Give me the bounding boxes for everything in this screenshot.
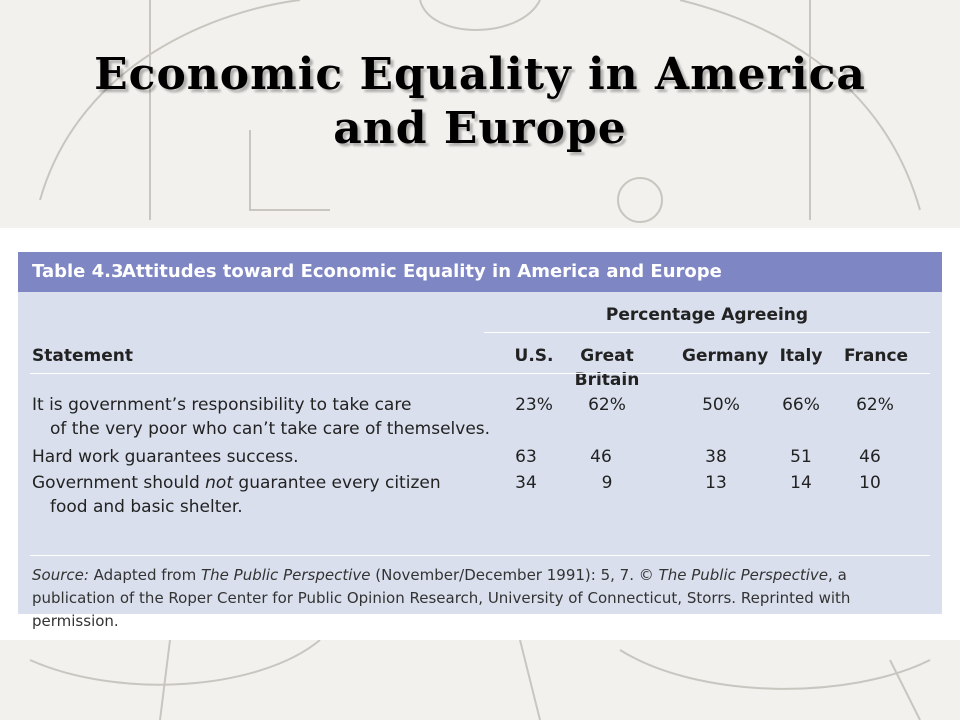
slide-title-line-2: and Europe bbox=[333, 103, 627, 154]
statement-line: It is government’s responsibility to take care bbox=[32, 395, 412, 415]
column-header-italy: Italy bbox=[779, 346, 823, 366]
table-cell: 46 bbox=[590, 447, 612, 467]
footer-divider bbox=[30, 555, 930, 556]
statement-line: Government should not guarantee every citizen bbox=[32, 473, 441, 493]
statement-line: food and basic shelter. bbox=[50, 497, 243, 517]
group-header: Percentage Agreeing bbox=[484, 300, 930, 333]
table-row-statement bbox=[32, 471, 441, 519]
table-cell: 62% bbox=[588, 395, 626, 415]
statement-line: of the very poor who can’t take care of themselves. bbox=[50, 419, 491, 439]
table-cell: 13 bbox=[705, 473, 727, 493]
column-header-us: U.S. bbox=[514, 346, 554, 366]
column-header-germany: Germany bbox=[682, 346, 769, 366]
table-cell: 23% bbox=[515, 395, 553, 415]
data-table bbox=[18, 252, 942, 630]
header-divider bbox=[30, 373, 930, 374]
table-row-statement bbox=[32, 445, 299, 469]
source-note: Source: Adapted from The Public Perspective (November/December 1991): 5, 7. © The Public Perspective, a publication of the Roper Center for Public Opinion Research, University of Connecticut, Storrs. Reprinted with permission. bbox=[32, 566, 851, 630]
table-cell: 10 bbox=[859, 473, 881, 493]
table-cell: 51 bbox=[790, 447, 812, 467]
table-caption: Attitudes toward Economic Equality in America and Europe bbox=[122, 261, 722, 282]
table-row-statement bbox=[32, 393, 490, 441]
table-cell: 62% bbox=[856, 395, 894, 415]
statement-header: Statement bbox=[32, 346, 133, 366]
table-image-frame bbox=[0, 228, 960, 640]
slide-title bbox=[0, 48, 960, 156]
table-cell: 38 bbox=[705, 447, 727, 467]
table-number: Table 4.3 bbox=[32, 261, 124, 282]
table-cell: 14 bbox=[790, 473, 812, 493]
table-cell: 66% bbox=[782, 395, 820, 415]
slide-title-line-1: Economic Equality in America bbox=[94, 49, 866, 100]
statement-line: Hard work guarantees success. bbox=[32, 447, 299, 467]
table-cell: 63 bbox=[515, 447, 537, 467]
table-cell: 46 bbox=[859, 447, 881, 467]
column-header-france: France bbox=[844, 346, 909, 366]
column-header-great-britain: Great Britain bbox=[574, 346, 640, 390]
table-cell: 9 bbox=[601, 473, 613, 493]
table-cell: 34 bbox=[515, 473, 537, 493]
table-caption-bar bbox=[18, 252, 942, 292]
table-cell: 50% bbox=[702, 395, 740, 415]
